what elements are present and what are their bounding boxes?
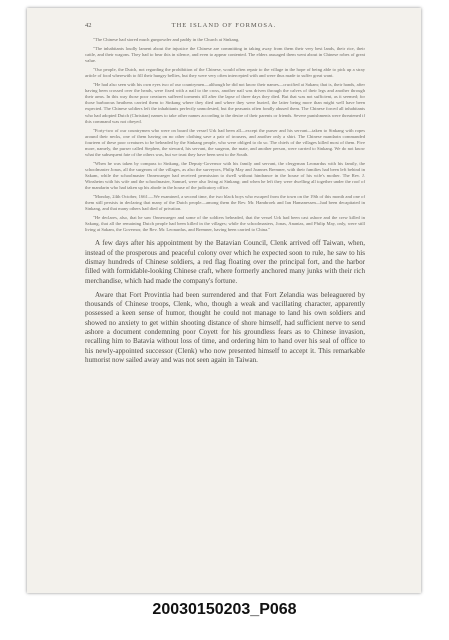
quoted-paragraph: "Forty-two of our countrymen who were on board the vessel Urk had been all—except the purser and his servant—taken to Sinkang with ropes around their necks, one of them having on no other clothing save a pair of trousers, and another only a shirt. The Chinese mandarin commanded fourteen of these poor creatures to be beheaded by the Sinkang people, who were obliged to do so. The chiefs of the villages killed most of them. Five more, namely, the purser called Stephen, the steward, his servant, the surgeon, the mate, and another person, were carried to Sinkang. We do not know what the subsequent fate of the others was, but we trust they have been sent to the South. xyxy=(85,127,365,157)
quoted-paragraph: "He had also seen with his own eyes two of our countrymen—although he did not know their names—crucified at Sakam; that is, their hands, after having been crossed over the heads, were fixed with a nail to the cross, another nail was driven through the calves of their legs and another through their arms. In this way those poor creatures suffered torments till after the lapse of three days they died. But that was not sufficient, as it seemed; for those barbarous heathens carried them to Sinkang where they died and where they were buried, the latter being more than might well have been expected. The Chinese soldiers left the inhabitants perfectly unmolested, but the peasants often fondly abused them. The Chinese forced all inhabitants who had adopted Dutch (Christian) names to take other names according to the desire of their parents or friends. Severe punishments were threatened if this command was not obeyed. xyxy=(85,82,365,124)
page-number: 42 xyxy=(85,22,92,29)
main-paragraph: A few days after his appointment by the Batavian Council, Clenk arrived off Taiwan, when, instead of the prosperous and peaceful colony over which he expected soon to rule, he saw to his dismay hundreds of Chinese soldiers, a red flag floating over the principal fort, and the harbor filled with formidable-looking Chinese craft, where formerly anchored many junks with their rich merchandise, which had made the company's fortune. xyxy=(85,239,365,285)
quoted-paragraph: "Our people, the Dutch, not regarding the prohibition of the Chinese, would often repair to the village in the hope of being able to pick up a stray article of food wherewith to fill their hungry bellies, but they were very often intercepted with and were thus made to suffer great want. xyxy=(85,67,365,79)
main-paragraph: Aware that Fort Provintia had been surrendered and that Fort Zelandia was beleaguered by thousands of Chinese troops, Clenk, who, though a weak and vacillating character, apparently possessed a keen sense of humor, thought he could not manage to land his own soldiers and showed no anxiety to get within shooting distance of shore himself, had sufficient nerve to send ashore a document condemning poor Coyett for his groundless fears as to Chinese invasion, recalling him to Batavia without loss of time, and ordering him to hand over his seal of office to his newly-appointed successor (Clenk) who now presented himself to accept it. This remarkable humorist now sailed away and was not seen again in Taiwan. xyxy=(85,290,365,364)
running-title: THE ISLAND OF FORMOSA. xyxy=(171,22,277,29)
quoted-extracts xyxy=(85,37,365,233)
quoted-paragraph: "He declares, also, that he saw Onnewaeger and some of the soldiers beheaded, that the vessel Urk had been cast ashore and the crew killed in Sakang, that all the remaining Dutch people had been killed in the villages; while the schoolmasters, Jonas, Ananias, and Philip May, only, were still living at Sakam, the Governor, the Rev. Mr. Leonardus, and Bremner, having been carried to China." xyxy=(85,215,365,233)
catalog-label: 20030150203_P068 xyxy=(152,601,297,618)
quoted-paragraph: "The Chinese had stored much gunpowder and paddy in the Church at Sinkang. xyxy=(93,37,240,42)
page-header xyxy=(85,22,363,32)
main-text xyxy=(85,239,365,365)
quoted-paragraph: "When he was taken by compass to Sinkang, the Deputy-Governor with his family and servant, the clergyman Leonardus with his family, the schoolmaster Jonas, all the surgeons of the villages, as also the surveyors, Philip May and Joannes Bremner, with their families had been left behind in Sakam, while the schoolmaster Onnewaeger had received permission to dwell without hindrance in the house of his wife's mother. The Rev. J. Winsheim with his wife and the schoolmaster, Samuel, were also living at Sinkang; and when he left they were dwelling all together under the roof of the mandarin who had taken up his abode in the house of the judicatory office. xyxy=(85,160,365,191)
quoted-paragraph: "The inhabitants loudly lament about the injustice the Chinese are committing in taking away from them their very best lands, their rice, their cattle, and their wagons. They had to bear this in silence, and even to appear contented. The elders assuaged them went about in Chinese robes of great value. xyxy=(85,46,365,64)
quoted-paragraph: "Monday, 24th October, 1661.—We examined, a second time, the two black boys who escaped from the town on the 19th of this month and one of them still persists in declaring that many of the Dutch people—among them the Rev. Mr. Hambroek and Ian Hamanessen—had been decapitated in Sinkang, and that many others had died of privation. xyxy=(85,194,365,212)
book-page xyxy=(27,8,421,593)
page-body xyxy=(85,37,365,370)
